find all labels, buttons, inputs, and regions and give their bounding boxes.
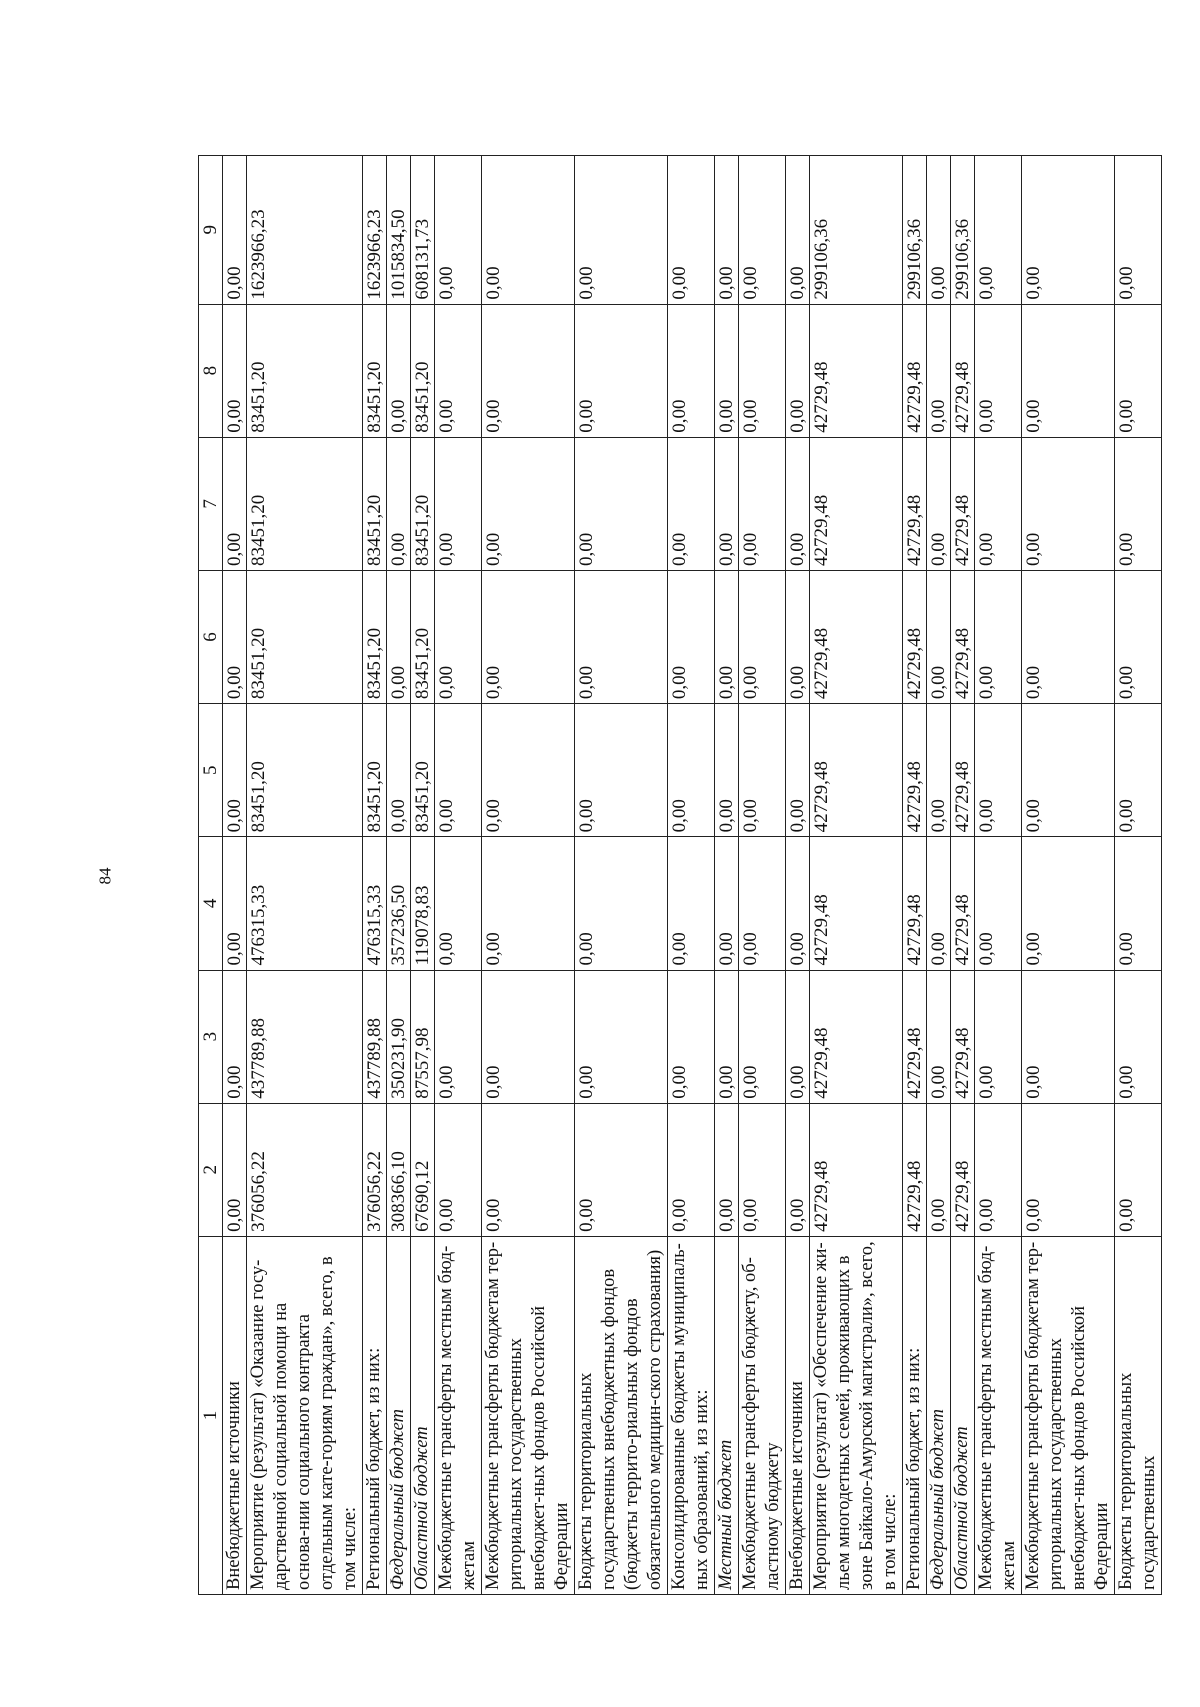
- table-cell: 476315,33: [247, 837, 363, 970]
- table-cell: 0,00: [715, 970, 739, 1103]
- row-label: Областной бюджет: [411, 1236, 435, 1594]
- table-cell: 0,00: [739, 437, 786, 570]
- table-cell: 0,00: [1022, 156, 1115, 305]
- table-cell: 0,00: [1022, 437, 1115, 570]
- table-cell: 0,00: [715, 156, 739, 305]
- table-cell: 0,00: [482, 570, 575, 703]
- table-cell: 0,00: [387, 304, 411, 437]
- table-cell: 1015834,50: [387, 156, 411, 305]
- table-row: [1115, 156, 1162, 1595]
- table-row: [715, 156, 739, 1595]
- row-label: Областной бюджет: [951, 1236, 975, 1594]
- column-header: 9: [199, 156, 223, 305]
- table-cell: 83451,20: [363, 704, 387, 837]
- table-cell: 83451,20: [411, 437, 435, 570]
- table-cell: 0,00: [223, 570, 247, 703]
- table-cell: 0,00: [786, 704, 810, 837]
- table-cell: 42729,48: [903, 704, 927, 837]
- table-row: [387, 156, 411, 1595]
- table-cell: 0,00: [1022, 837, 1115, 970]
- table-row: [363, 156, 387, 1595]
- table-cell: 0,00: [975, 837, 1022, 970]
- table-cell: 0,00: [668, 437, 715, 570]
- table-cell: 0,00: [482, 1103, 575, 1236]
- table-cell: 42729,48: [903, 970, 927, 1103]
- table-row: [786, 156, 810, 1595]
- table-cell: 0,00: [715, 837, 739, 970]
- table-cell: 0,00: [482, 970, 575, 1103]
- table-cell: 83451,20: [363, 570, 387, 703]
- table-cell: 0,00: [927, 156, 951, 305]
- row-label: Региональный бюджет, из них:: [363, 1236, 387, 1594]
- table-cell: 0,00: [575, 570, 668, 703]
- table-cell: 608131,73: [411, 156, 435, 305]
- table-cell: 0,00: [387, 704, 411, 837]
- table-cell: 83451,20: [247, 570, 363, 703]
- table-cell: 0,00: [668, 1103, 715, 1236]
- table-cell: 0,00: [786, 304, 810, 437]
- table-cell: 299106,36: [903, 156, 927, 305]
- table-cell: 0,00: [927, 304, 951, 437]
- table-cell: 42729,48: [951, 570, 975, 703]
- table-cell: 42729,48: [951, 437, 975, 570]
- table-row: [668, 156, 715, 1595]
- table-cell: 83451,20: [411, 570, 435, 703]
- table-cell: 376056,22: [247, 1103, 363, 1236]
- table-cell: 0,00: [1022, 570, 1115, 703]
- table-cell: 42729,48: [810, 970, 903, 1103]
- column-header: 6: [199, 570, 223, 703]
- table-cell: 357236,50: [387, 837, 411, 970]
- table-row: [927, 156, 951, 1595]
- row-label: Межбюджетные трансферты местным бюд-жетам: [975, 1236, 1022, 1594]
- table-cell: 0,00: [435, 570, 482, 703]
- table-cell: 42729,48: [810, 570, 903, 703]
- row-label: Мероприятие (результат) «Обеспечение жи-льем многодетных семей, проживающих в зоне Байкало-Амурской магистрали», всего, в том числе:: [810, 1236, 903, 1594]
- row-label: Межбюджетные трансферты бюджетам тер-риториальных государственных внебюджет-ных фондов Российской Федерации: [482, 1236, 575, 1594]
- table-cell: 376056,22: [363, 1103, 387, 1236]
- table-cell: 0,00: [927, 1103, 951, 1236]
- table-cell: 0,00: [223, 156, 247, 305]
- table-cell: 0,00: [1022, 970, 1115, 1103]
- table-row: [435, 156, 482, 1595]
- table-cell: 299106,36: [810, 156, 903, 305]
- table-row: [223, 156, 247, 1595]
- row-label: Федеральный бюджет: [927, 1236, 951, 1594]
- table-cell: 0,00: [927, 970, 951, 1103]
- table-cell: 0,00: [927, 570, 951, 703]
- table-cell: 0,00: [739, 156, 786, 305]
- table-cell: 0,00: [786, 970, 810, 1103]
- table-cell: 0,00: [739, 1103, 786, 1236]
- table-cell: 0,00: [786, 1103, 810, 1236]
- table-cell: 0,00: [668, 304, 715, 437]
- table-cell: 0,00: [715, 437, 739, 570]
- table-cell: 83451,20: [411, 304, 435, 437]
- table-cell: 0,00: [739, 970, 786, 1103]
- table-cell: 0,00: [1022, 304, 1115, 437]
- table-cell: 0,00: [482, 437, 575, 570]
- column-header: 2: [199, 1103, 223, 1236]
- table-cell: 0,00: [1115, 437, 1162, 570]
- table-cell: 437789,88: [363, 970, 387, 1103]
- rotated-page-content: [198, 155, 1200, 1595]
- table-cell: 0,00: [739, 837, 786, 970]
- table-cell: 0,00: [575, 304, 668, 437]
- table-cell: 42729,48: [951, 304, 975, 437]
- table-cell: 0,00: [786, 437, 810, 570]
- table-cell: 0,00: [482, 304, 575, 437]
- table-row: [903, 156, 927, 1595]
- table-cell: 0,00: [435, 704, 482, 837]
- row-label: Межбюджетные трансферты местным бюд-жетам: [435, 1236, 482, 1594]
- table-cell: 0,00: [575, 156, 668, 305]
- table-body: [223, 156, 1162, 1595]
- table-cell: 0,00: [786, 570, 810, 703]
- table-cell: 42729,48: [810, 704, 903, 837]
- table-cell: 87557,98: [411, 970, 435, 1103]
- table-cell: 119078,83: [411, 837, 435, 970]
- table-cell: 83451,20: [247, 304, 363, 437]
- row-label: Мероприятие (результат) «Оказание госу-дарственной социальной помощи на основа-нии социального контракта отдельным кате-гориям граждан», всего, в том числе:: [247, 1236, 363, 1594]
- table-cell: 42729,48: [951, 837, 975, 970]
- table-cell: 83451,20: [247, 704, 363, 837]
- table-cell: 0,00: [668, 704, 715, 837]
- table-cell: 42729,48: [903, 304, 927, 437]
- table-cell: 0,00: [435, 304, 482, 437]
- table-cell: 1623966,23: [247, 156, 363, 305]
- table-cell: 42729,48: [810, 1103, 903, 1236]
- table-row: [411, 156, 435, 1595]
- table-row: [575, 156, 668, 1595]
- table-cell: 0,00: [1115, 1103, 1162, 1236]
- table-cell: 0,00: [975, 570, 1022, 703]
- table-cell: 0,00: [223, 704, 247, 837]
- table-cell: 0,00: [668, 570, 715, 703]
- table-cell: 0,00: [1115, 304, 1162, 437]
- table-cell: 0,00: [668, 156, 715, 305]
- table-cell: 476315,33: [363, 837, 387, 970]
- table-cell: 83451,20: [411, 704, 435, 837]
- table-cell: 0,00: [435, 1103, 482, 1236]
- table-cell: 0,00: [223, 304, 247, 437]
- row-label: Межбюджетные трансферты бюджетам тер-риториальных государственных внебюджет-ных фондов Российской Федерации: [1022, 1236, 1115, 1594]
- table-cell: 0,00: [482, 837, 575, 970]
- table-cell: 0,00: [223, 970, 247, 1103]
- table-cell: 0,00: [1115, 156, 1162, 305]
- table-cell: 0,00: [575, 704, 668, 837]
- table-row: [247, 156, 363, 1595]
- budget-table: [198, 155, 1162, 1595]
- table-cell: 0,00: [223, 437, 247, 570]
- row-label: Внебюджетные источники: [223, 1236, 247, 1594]
- table-cell: 0,00: [482, 156, 575, 305]
- table-cell: 0,00: [575, 1103, 668, 1236]
- table-cell: 0,00: [715, 704, 739, 837]
- table-cell: 0,00: [715, 304, 739, 437]
- table-cell: 0,00: [786, 837, 810, 970]
- row-label: Консолидированные бюджеты муниципаль-ных образований, из них:: [668, 1236, 715, 1594]
- table-cell: 0,00: [1022, 1103, 1115, 1236]
- table-cell: 0,00: [715, 1103, 739, 1236]
- table-cell: 0,00: [975, 1103, 1022, 1236]
- table-cell: 42729,48: [903, 1103, 927, 1236]
- table-cell: 0,00: [387, 437, 411, 570]
- table-cell: 0,00: [575, 837, 668, 970]
- table-cell: 42729,48: [903, 837, 927, 970]
- row-label: Внебюджетные источники: [786, 1236, 810, 1594]
- column-header: 4: [199, 837, 223, 970]
- table-cell: 0,00: [1115, 704, 1162, 837]
- table-cell: 0,00: [575, 970, 668, 1103]
- table-cell: 83451,20: [247, 437, 363, 570]
- table-cell: 42729,48: [951, 970, 975, 1103]
- table-cell: 0,00: [482, 704, 575, 837]
- page-number: 84: [95, 867, 115, 885]
- table-row: [482, 156, 575, 1595]
- table-cell: 0,00: [927, 437, 951, 570]
- table-cell: 42729,48: [810, 437, 903, 570]
- table-cell: 0,00: [1115, 570, 1162, 703]
- table-cell: 0,00: [739, 570, 786, 703]
- column-header: 3: [199, 970, 223, 1103]
- table-cell: 1623966,23: [363, 156, 387, 305]
- column-header: 5: [199, 704, 223, 837]
- table-cell: 308366,10: [387, 1103, 411, 1236]
- table-cell: 0,00: [575, 437, 668, 570]
- table-cell: 0,00: [975, 437, 1022, 570]
- table-cell: 42729,48: [903, 570, 927, 703]
- table-cell: 42729,48: [903, 437, 927, 570]
- table-cell: 0,00: [435, 156, 482, 305]
- column-header: 8: [199, 304, 223, 437]
- row-label: Бюджеты территориальных государственных внебюджетных фондов (бюджеты террито-риальных фондов обязательного медицин-ского страхования): [575, 1236, 668, 1594]
- table-row: [951, 156, 975, 1595]
- table-cell: 83451,20: [363, 437, 387, 570]
- table-cell: 0,00: [435, 970, 482, 1103]
- column-header: 7: [199, 437, 223, 570]
- row-label: Местный бюджет: [715, 1236, 739, 1594]
- table-cell: 0,00: [975, 970, 1022, 1103]
- table-cell: 0,00: [927, 704, 951, 837]
- table-cell: 67690,12: [411, 1103, 435, 1236]
- table-cell: 83451,20: [363, 304, 387, 437]
- table-cell: 0,00: [739, 704, 786, 837]
- table-cell: 42729,48: [810, 304, 903, 437]
- table-cell: 0,00: [1115, 837, 1162, 970]
- table-row: [739, 156, 786, 1595]
- table-cell: 0,00: [668, 970, 715, 1103]
- table-cell: 299106,36: [951, 156, 975, 305]
- table-cell: 0,00: [715, 570, 739, 703]
- row-label: Бюджеты территориальных государственных: [1115, 1236, 1162, 1594]
- table-row: [975, 156, 1022, 1595]
- table-cell: 0,00: [1022, 704, 1115, 837]
- table-cell: 42729,48: [951, 704, 975, 837]
- row-label: Региональный бюджет, из них:: [903, 1236, 927, 1594]
- table-row: [810, 156, 903, 1595]
- table-cell: 0,00: [387, 570, 411, 703]
- table-cell: 0,00: [223, 837, 247, 970]
- table-cell: 0,00: [435, 437, 482, 570]
- table-cell: 350231,90: [387, 970, 411, 1103]
- table-cell: 0,00: [975, 156, 1022, 305]
- row-label: Федеральный бюджет: [387, 1236, 411, 1594]
- table-cell: 0,00: [739, 304, 786, 437]
- table-cell: 0,00: [927, 837, 951, 970]
- table-cell: 0,00: [975, 704, 1022, 837]
- table-cell: 0,00: [975, 304, 1022, 437]
- row-label: Межбюджетные трансферты бюджету, об-ластному бюджету: [739, 1236, 786, 1594]
- header-row: [199, 156, 223, 1595]
- table-cell: 0,00: [435, 837, 482, 970]
- table-row: [1022, 156, 1115, 1595]
- column-header: 1: [199, 1236, 223, 1594]
- table-cell: 0,00: [668, 837, 715, 970]
- table-cell: 0,00: [1115, 970, 1162, 1103]
- table-cell: 42729,48: [951, 1103, 975, 1236]
- table-cell: 437789,88: [247, 970, 363, 1103]
- table-cell: 0,00: [786, 156, 810, 305]
- table-cell: 42729,48: [810, 837, 903, 970]
- table-cell: 0,00: [223, 1103, 247, 1236]
